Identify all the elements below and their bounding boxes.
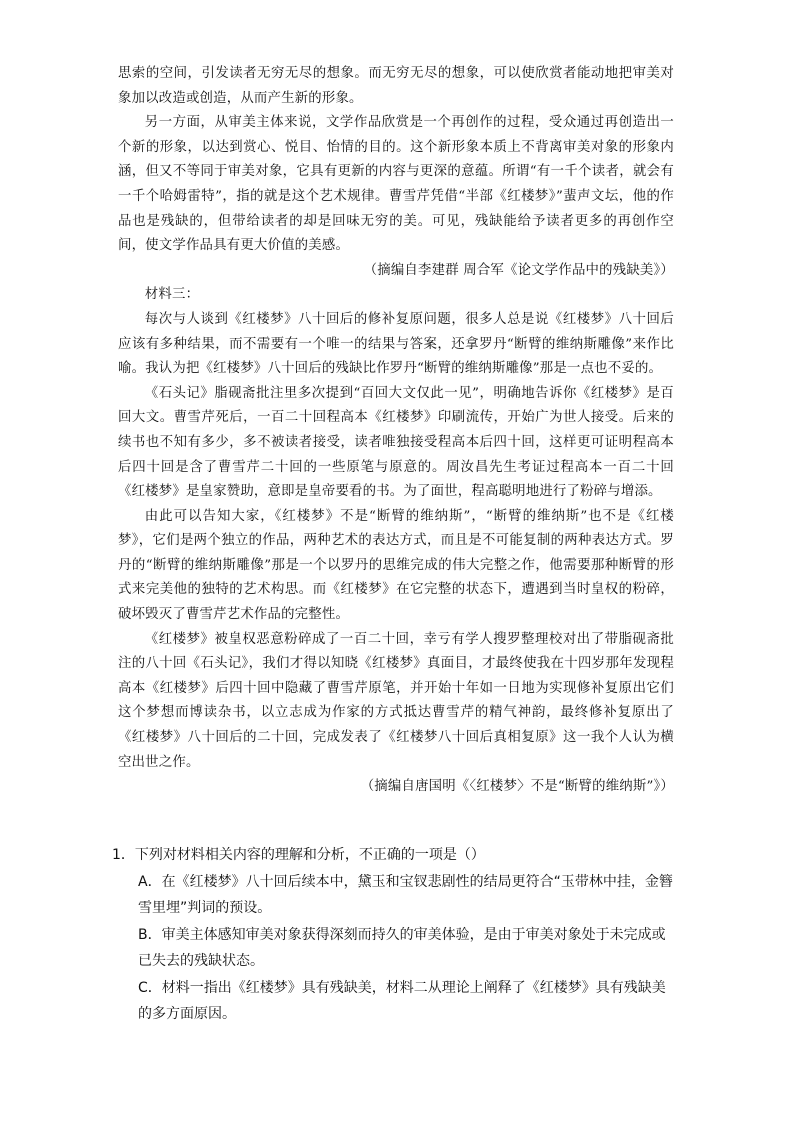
option-c: C．材料一指出《红楼梦》具有残缺美，材料二从理论上阐释了《红楼梦》具有残缺美的多方面原因。 xyxy=(138,979,666,1022)
paragraph-2: 另一方面，从审美主体来说，文学作品欣赏是一个再创作的过程，受众通过再创造出一个新的形象，以达到赏心、悦目、怡情的目的。这个新形象本质上不背离审美对象的形象内涵，但又不等同于审美对象，它具有更新的内容与更深的意蕴。所谓“有一千个读者，就会有一千个哈姆雷特”，指的就是这个艺术规律。曹雪芹凭借“半部《红楼梦》”蜚声文坛，他的作品也是残缺的，但带给读者的却是回味无穷的美。可见，残缺能给予读者更多的再创作空间，使文学作品具有更大价值的美感。 xyxy=(118,115,674,254)
paragraph-1: 思索的空间，引发读者无穷无尽的想象。而无穷无尽的想象，可以使欣赏者能动地把审美对象加以改造或创造，从而产生新的形象。 xyxy=(118,66,674,106)
source-citation-3: （摘编自唐国明《〈红楼梦〉不是“断臂的维纳斯”》） xyxy=(360,779,674,795)
source-citation-2: （摘编自李建群 周合军《论文学作品中的残缺美》） xyxy=(363,262,674,278)
option-b: B．审美主体感知审美对象获得深刻而持久的审美体验，是由于审美对象处于未完成或已失去的残缺状态。 xyxy=(138,926,666,969)
material-3-label: 材料三： xyxy=(144,287,200,303)
question-stem: 1．下列对材料相关内容的理解和分析，不正确的一项是（） xyxy=(112,847,485,863)
paragraph-4: 《石头记》脂砚斋批注里多次提到“百回大文仅此一见”，明确地告诉你《红楼梦》是百回大文。曹雪芹死后，一百二十回程高本《红楼梦》印刷流传，开始广为世人接受。后来的续书也不知有多少，多不被读者接受，读者唯独接受程高本后四十回，这样更可证明程高本后四十回是含了曹雪芹二十回的一些原笔与原意的。周汝昌先生考证过程高本一百二十回《红楼梦》是皇家赞助，意即是皇帝要看的书。为了面世，程高聪明地进行了粉碎与增添。 xyxy=(118,385,674,500)
paragraph-6: 《红楼梦》被皇权恶意粉碎成了一百二十回，幸亏有学人搜罗整理校对出了带脂砚斋批注的八十回《石头记》，我们才得以知晓《红楼梦》真面目，才最终使我在十四岁那年发现程高本《红楼梦》后四十回中隐藏了曹雪芹原笔，并开始十年如一日地为实现修补复原出它们这个梦想而博读杂书，以立志成为作家的方式抵达曹雪芹的精气神韵，最终修补复原出了《红楼梦》八十回后的二十回，完成发表了《红楼梦八十回后真相复原》这一我个人认为横空出世之作。 xyxy=(118,631,674,770)
passage xyxy=(118,62,674,800)
option-a: A．在《红楼梦》八十回后续本中，黛玉和宝钗悲剧性的结局更符合“玉带林中挂，金簪雪里埋”判词的预设。 xyxy=(138,873,673,916)
paragraph-3: 每次与人谈到《红楼梦》八十回后的修补复原问题，很多人总是说《红楼梦》八十回后应该有多种结果，而不需要有一个唯一的结果与答案，还拿罗丹“断臂的维纳斯雕像”来作比喻。我认为把《红楼梦》八十回后的残缺比作罗丹“断臂的维纳斯雕像”那是一点也不妥的。 xyxy=(118,311,674,377)
question-1 xyxy=(112,842,678,1028)
paragraph-5: 由此可以告知大家，《红楼梦》不是“断臂的维纳斯”，“断臂的维纳斯”也不是《红楼梦》，它们是两个独立的作品，两种艺术的表达方式，而且是不可能复制的两种表达方式。罗丹的“断臂的维纳斯雕像”那是一个以罗丹的思维完成的伟大完整之作，他需要那种断臂的形式来完美他的独特的艺术构思。而《红楼梦》在它完整的状态下，遭遇到当时皇权的粉碎，破坏毁灭了曹雪芹艺术作品的完整性。 xyxy=(118,508,674,623)
